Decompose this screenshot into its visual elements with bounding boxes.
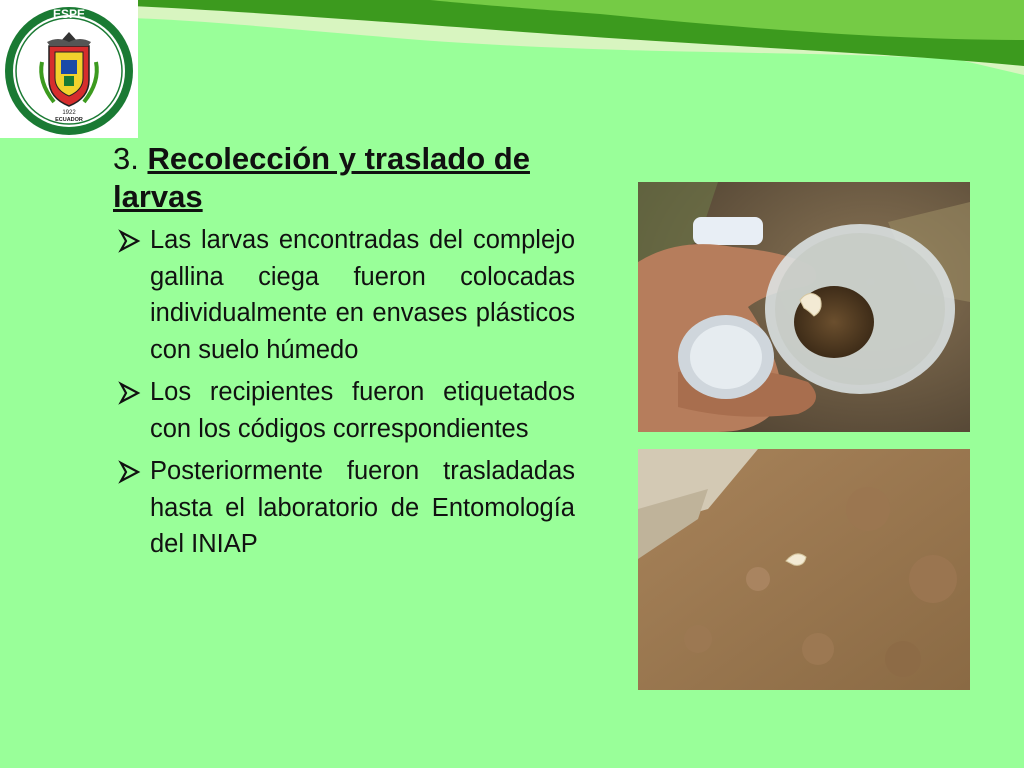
photo-larva-on-soil-image [638, 449, 970, 690]
bullet-item [113, 453, 575, 563]
bullet-list [113, 222, 575, 563]
slide-content [113, 140, 575, 569]
section-number: 3. [113, 141, 139, 176]
title-text: Recolección y traslado de larvas [113, 141, 530, 214]
svg-text:ECUADOR: ECUADOR [55, 117, 83, 123]
svg-text:1922: 1922 [62, 110, 76, 116]
photo-larva-on-soil [638, 449, 970, 690]
bullet-text: Los recipientes fueron etiquetados con los códigos correspondientes [150, 378, 575, 443]
arrow-bullet-icon [117, 222, 143, 258]
bullet-text: Posteriormente fueron trasladadas hasta el laboratorio de Entomología del INIAP [150, 457, 575, 558]
bullet-item [113, 222, 575, 368]
header-wave-band [0, 0, 1024, 75]
slide-title [113, 140, 575, 216]
espe-seal-icon [2, 2, 136, 136]
arrow-bullet-icon [117, 453, 143, 489]
svg-text:ESPE: ESPE [52, 7, 86, 21]
arrow-bullet-icon [117, 374, 143, 410]
photo-larva-in-cup-image [638, 182, 970, 432]
espe-logo [0, 0, 138, 138]
bullet-text: Las larvas encontradas del complejo gallina ciega fueron colocadas individualmente en envases plásticos con suelo húmedo [150, 226, 575, 364]
bullet-item [113, 374, 575, 447]
photo-larva-in-cup [638, 182, 970, 432]
